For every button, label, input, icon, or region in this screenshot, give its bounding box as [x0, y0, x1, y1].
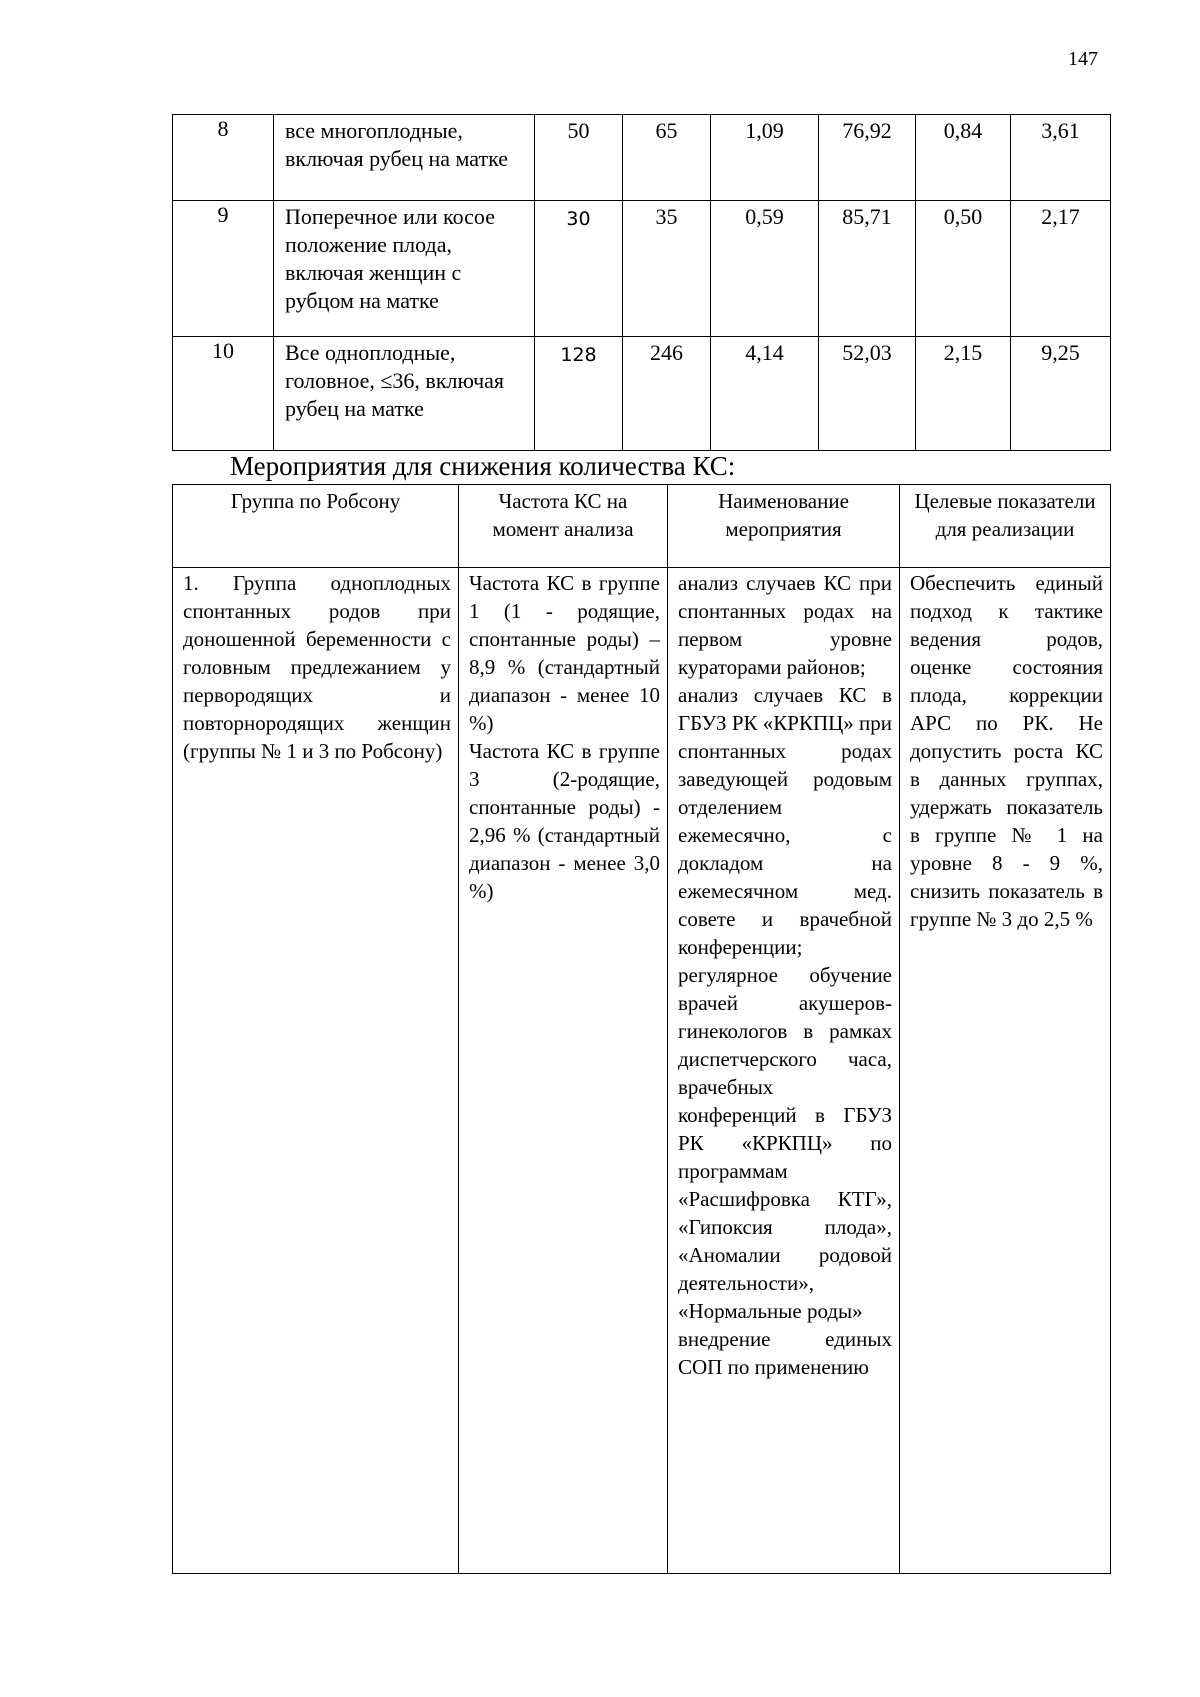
value-cell: 128	[535, 337, 623, 451]
page-number: 147	[1068, 48, 1098, 70]
value-cell: 0,50	[916, 201, 1011, 337]
value-cell: 1,09	[711, 115, 819, 201]
group-description: все многоплодные, включая рубец на матке	[274, 115, 535, 201]
robson-group-cell: 1. Группа одноплодных спонтанных родов при доношенной беременности с головным предлежанием у первородящих и повторнородящих женщин (группы № 1 и 3 по Робсону)	[173, 568, 459, 1574]
value-cell: 4,14	[711, 337, 819, 451]
value-cell: 2,17	[1011, 201, 1111, 337]
row-number: 10	[173, 337, 274, 451]
value-cell: 65	[623, 115, 711, 201]
column-header: Целевые показатели для реализации	[900, 485, 1111, 568]
robson-groups-table	[172, 114, 1111, 451]
group-description: Все одноплодные, головное, ≤36, включая рубец на матке	[274, 337, 535, 451]
value-cell: 9,25	[1011, 337, 1111, 451]
value-cell: 0,84	[916, 115, 1011, 201]
section-heading: Мероприятия для снижения количества КС:	[230, 451, 736, 481]
column-header: Наименование мероприятия	[668, 485, 900, 568]
measures-cell	[668, 568, 900, 1574]
row-number: 9	[173, 201, 274, 337]
measure-item: внедрение единых СОП по применению	[678, 1327, 892, 1379]
targets-cell: Обеспечить единый подход к тактике ведения родов, оценке состояния плода, коррекции АРС по РК. Не допустить роста КС в данных группах, удержать показатель в группе № 1 на уровне 8 - 9 %, снизить показатель в группе № 3 до 2,5 %	[900, 568, 1111, 1574]
frequency-cell	[459, 568, 668, 1574]
value-cell: 0,59	[711, 201, 819, 337]
value-cell: 2,15	[916, 337, 1011, 451]
table-row	[173, 568, 1111, 1574]
measure-item: анализ случаев КС в ГБУЗ РК «КРКПЦ» при спонтанных родах заведующей родовым отделением ежемесячно, с докладом на ежемесячном мед. совете и врачебной конференции;	[678, 683, 893, 959]
table-row	[173, 115, 1111, 201]
measure-item: анализ случаев КС при спонтанных родах на первом уровне кураторами районов;	[678, 571, 892, 679]
measure-item: регулярное обучение врачей акушеров-гинекологов в рамках диспетчерского часа, врачебных конференций в ГБУЗ РК «КРКПЦ» по программам «Расшифровка КТГ», «Гипоксия плода», «Аномалии родовой деятельности», «Нормальные роды»	[678, 963, 892, 1323]
value-cell: 76,92	[819, 115, 916, 201]
value-cell: 30	[535, 201, 623, 337]
value-cell: 3,61	[1011, 115, 1111, 201]
frequency-item: Частота КС в группе 1 (1 - родящие, спонтанные роды) – 8,9 % (стандартный диапазон - менее 10 %)	[469, 571, 660, 735]
row-number: 8	[173, 115, 274, 201]
column-header: Частота КС на момент анализа	[459, 485, 668, 568]
table-header-row	[173, 485, 1111, 568]
table-row	[173, 201, 1111, 337]
column-header: Группа по Робсону	[173, 485, 459, 568]
value-cell: 52,03	[819, 337, 916, 451]
frequency-item: Частота КС в группе 3 (2-родящие, спонтанные роды) - 2,96 % (стандартный диапазон - менее 3,0 %)	[469, 739, 660, 903]
measures-table	[172, 484, 1111, 1574]
value-cell: 246	[623, 337, 711, 451]
table-row	[173, 337, 1111, 451]
group-description: Поперечное или косое положение плода, включая женщин с рубцом на матке	[274, 201, 535, 337]
value-cell: 50	[535, 115, 623, 201]
value-cell: 35	[623, 201, 711, 337]
value-cell: 85,71	[819, 201, 916, 337]
